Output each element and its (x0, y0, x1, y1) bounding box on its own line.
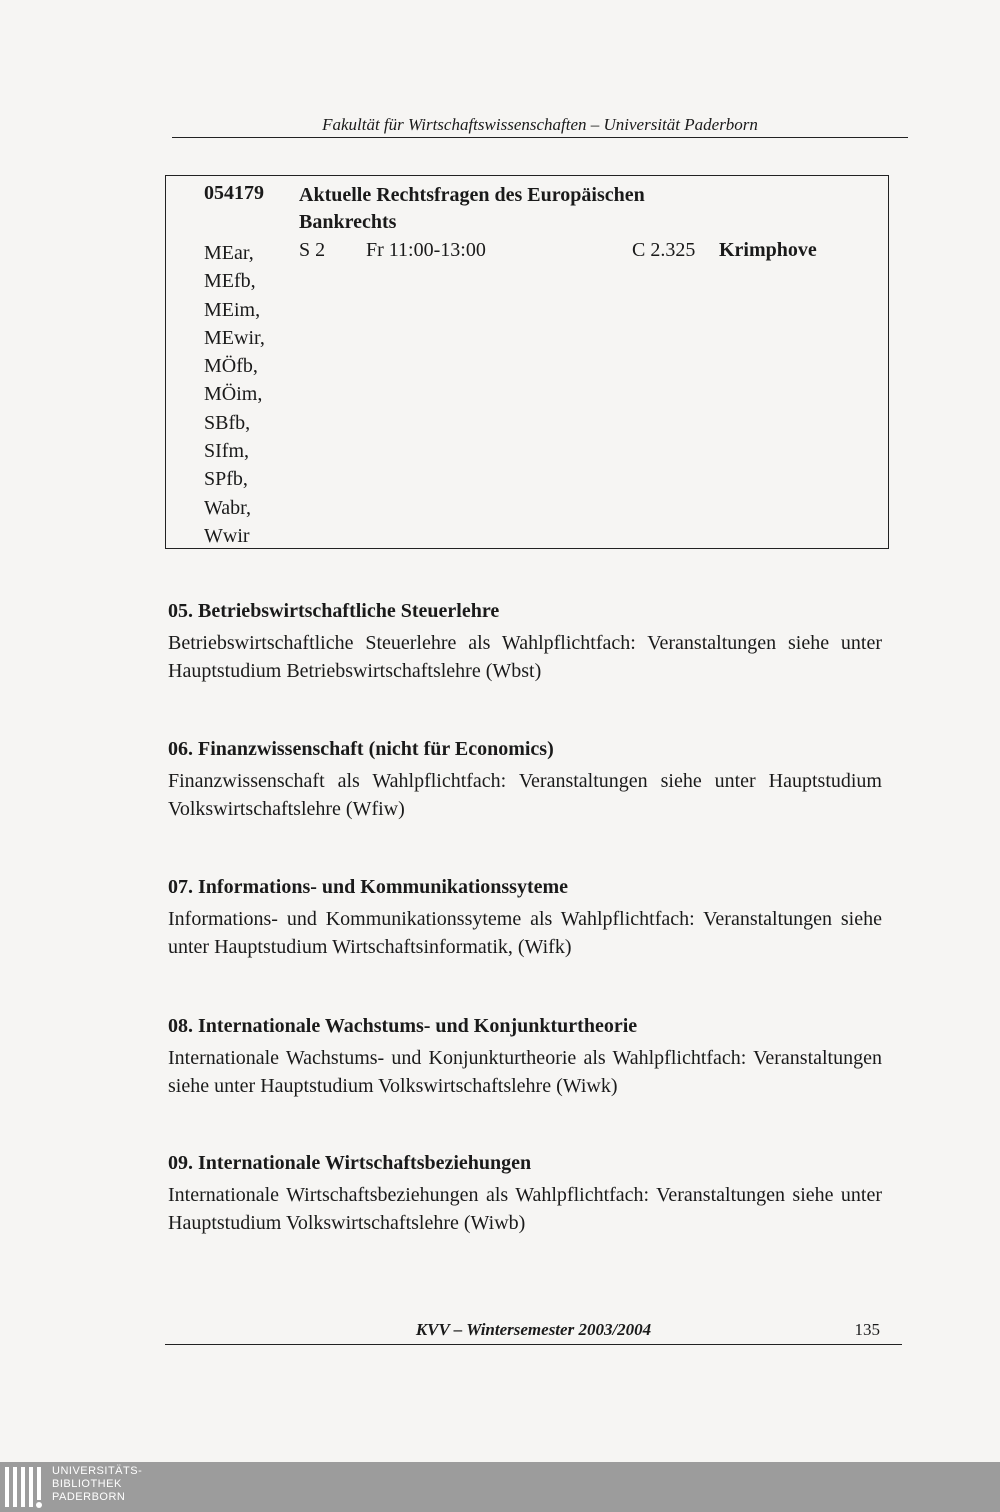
section-heading: 06. Finanzwissenschaft (nicht für Economics) (168, 738, 554, 760)
section-07 (168, 874, 882, 961)
library-name-line: BIBLIOTHEK (52, 1478, 122, 1490)
section-text: Informations- und Kommunikationssyteme als Wahlpflichtfach: Veranstaltungen siehe unter Hauptstudium Wirtschaftsinformatik, (Wifk) (168, 908, 882, 958)
program-code: Wabr, (204, 496, 252, 519)
program-code: SPfb, (204, 468, 248, 491)
library-name-line: PADERBORN (52, 1491, 126, 1503)
program-code: MEfb, (204, 270, 256, 293)
course-type: S 2 (299, 239, 326, 261)
section-09 (168, 1150, 882, 1237)
section-08 (168, 1013, 882, 1100)
section-text: Finanzwissenschaft als Wahlpflichtfach: Veranstaltungen siehe unter Hauptstudium Volkswirtschaftslehre (Wfiw) (168, 770, 882, 820)
program-code: SBfb, (204, 411, 251, 434)
section-text: Internationale Wirtschaftsbeziehungen als Wahlpflichtfach: Veranstaltungen siehe unter Hauptstudium Volkswirtschaftslehre (Wiwb) (168, 1184, 882, 1234)
program-code: MEim, (204, 298, 261, 321)
page-footer (165, 1320, 902, 1345)
program-code: Wwir (204, 524, 250, 547)
course-time: Fr 11:00-13:00 (366, 239, 486, 261)
program-code: MÖfb, (204, 355, 258, 378)
section-heading: 09. Internationale Wirtschaftsbeziehungen (168, 1152, 532, 1174)
page-header: Fakultät für Wirtschaftswissenschaften – Universität Paderborn (172, 114, 908, 138)
program-code: MÖim, (204, 383, 263, 406)
page-number: 135 (854, 1320, 880, 1339)
course-room: C 2.325 (632, 239, 696, 261)
section-text: Internationale Wachstums- und Konjunkturtheorie als Wahlpflichtfach: Veranstaltungen siehe unter Hauptstudium Volkswirtschaftslehre (Wiwk) (168, 1047, 882, 1097)
course-lecturer: Krimphove (719, 239, 817, 261)
program-code: MEar, (204, 242, 254, 264)
section-05 (168, 598, 882, 685)
section-heading: 05. Betriebswirtschaftliche Steuerlehre (168, 600, 500, 622)
section-heading: 07. Informations- und Kommunikationssyteme (168, 876, 569, 898)
program-code: MEwir, (204, 326, 265, 349)
footer-title: KVV – Wintersemester 2003/2004 (415, 1320, 652, 1339)
library-name (52, 1465, 142, 1504)
library-logo-icon (4, 1464, 44, 1510)
library-name-line: UNIVERSITÄTS- (52, 1465, 143, 1477)
section-heading: 08. Internationale Wachstums- und Konjunkturtheorie (168, 1015, 638, 1037)
section-text: Betriebswirtschaftliche Steuerlehre als Wahlpflichtfach: Veranstaltungen siehe unter Hauptstudium Betriebswirtschaftslehre (Wbst) (168, 632, 882, 682)
section-06 (168, 736, 882, 823)
library-banner (0, 1462, 1000, 1512)
course-entry (165, 175, 889, 549)
course-programs (204, 239, 265, 550)
course-title: Aktuelle Rechtsfragen des Europäischen Bankrechts (299, 184, 645, 233)
program-code: SIfm, (204, 440, 249, 463)
course-id: 054179 (204, 182, 264, 204)
